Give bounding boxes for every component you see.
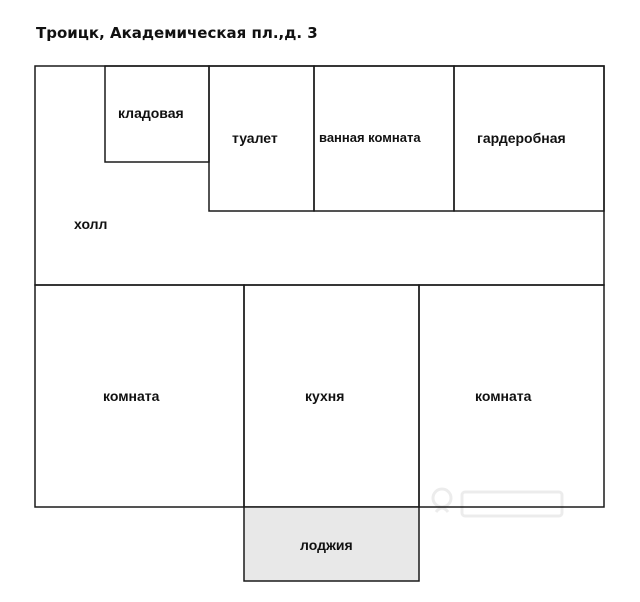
- bathroom-label: ванная комната: [319, 130, 421, 145]
- watermark-logo-icon: [428, 478, 578, 530]
- plan-title: Троицк, Академическая пл.,д. 3: [36, 24, 318, 42]
- room-left-label: комната: [103, 388, 160, 404]
- storage-label: кладовая: [118, 105, 184, 121]
- wardrobe-label: гардеробная: [477, 130, 566, 146]
- hall-label: холл: [74, 216, 108, 232]
- toilet-label: туалет: [232, 130, 278, 146]
- loggia-label: лоджия: [300, 537, 353, 553]
- room-right-label: комната: [475, 388, 532, 404]
- top-block-outline: [35, 66, 604, 285]
- kitchen-label: кухня: [305, 388, 345, 404]
